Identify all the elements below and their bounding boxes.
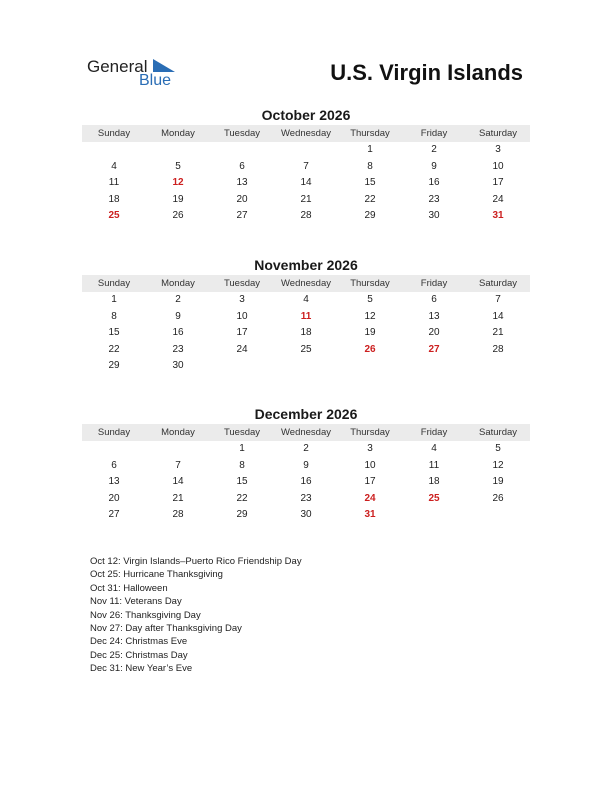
weekday-label: Saturday xyxy=(478,128,518,139)
empty-day-cell xyxy=(274,358,338,375)
logo-triangle-icon xyxy=(153,59,175,72)
weekday-label: Saturday xyxy=(478,427,518,438)
day-cell: 15 xyxy=(108,327,120,339)
day-cell: 8 xyxy=(111,310,117,322)
month-december xyxy=(82,405,530,524)
day-cell: 30 xyxy=(300,509,312,521)
day-cell: 13 xyxy=(428,310,440,322)
day-cell: 23 xyxy=(300,492,312,504)
weekday-label: Wednesday xyxy=(281,427,331,438)
day-cell: 3 xyxy=(239,294,245,305)
weekday-label: Monday xyxy=(161,278,195,289)
weekday-label: Thursday xyxy=(350,128,390,139)
day-cell: 18 xyxy=(428,476,440,488)
day-cell: 9 xyxy=(303,459,309,471)
empty-day-cell xyxy=(274,142,338,159)
day-cell: 2 xyxy=(175,294,181,305)
month-november xyxy=(82,256,530,375)
weekday-label: Friday xyxy=(420,427,448,438)
weekday-header xyxy=(82,424,530,441)
day-cell: 5 xyxy=(175,160,181,172)
day-cell: 3 xyxy=(495,144,501,155)
holiday-entry: Nov 26: Thanksgiving Day xyxy=(90,609,201,621)
day-cell: 18 xyxy=(108,193,120,205)
weekday-label: Friday xyxy=(420,278,448,289)
day-cell: 11 xyxy=(428,459,440,471)
weekday-label: Tuesday xyxy=(223,427,261,438)
day-cell: 7 xyxy=(175,459,181,471)
day-cell: 14 xyxy=(172,476,184,488)
day-cell: 20 xyxy=(428,327,440,339)
month-title: October 2026 xyxy=(261,107,351,123)
day-cell: 10 xyxy=(492,160,504,172)
day-cell: 8 xyxy=(367,160,373,172)
day-cell: 10 xyxy=(236,310,248,322)
holiday-entry: Oct 31: Halloween xyxy=(90,582,168,594)
day-cell: 5 xyxy=(495,443,501,454)
day-cell: 31 xyxy=(492,210,504,222)
day-cell: 30 xyxy=(428,210,440,222)
week-row xyxy=(82,142,530,159)
day-cell: 17 xyxy=(364,476,376,488)
day-cell: 5 xyxy=(367,294,373,305)
empty-day-cell xyxy=(402,507,466,524)
day-cell: 19 xyxy=(364,327,376,339)
week-row xyxy=(82,309,530,326)
day-cell: 25 xyxy=(300,343,312,355)
day-cell: 11 xyxy=(108,177,120,189)
day-cell: 26 xyxy=(492,492,504,504)
day-cell: 14 xyxy=(492,310,504,322)
week-row xyxy=(82,208,530,225)
day-cell: 29 xyxy=(108,360,120,372)
day-cell: 13 xyxy=(108,476,120,488)
day-cell: 4 xyxy=(431,443,437,454)
day-cell: 21 xyxy=(492,327,504,339)
day-cell: 9 xyxy=(175,310,181,322)
day-cell: 29 xyxy=(364,210,376,222)
weekday-label: Thursday xyxy=(350,427,390,438)
weekday-label: Tuesday xyxy=(223,278,261,289)
weekday-label: Tuesday xyxy=(223,128,261,139)
day-cell: 27 xyxy=(236,210,248,222)
empty-day-cell xyxy=(82,142,146,159)
day-cell: 2 xyxy=(431,144,437,155)
week-row xyxy=(82,192,530,209)
weekday-header xyxy=(82,275,530,292)
week-row xyxy=(82,474,530,491)
weekday-label: Thursday xyxy=(350,278,390,289)
holiday-entry: Dec 25: Christmas Day xyxy=(90,649,188,661)
week-row xyxy=(82,175,530,192)
holiday-entry: Nov 27: Day after Thanksgiving Day xyxy=(90,623,242,635)
day-cell: 28 xyxy=(172,509,184,521)
empty-day-cell xyxy=(210,142,274,159)
week-row xyxy=(82,325,530,342)
logo-word-general: General xyxy=(87,57,148,76)
day-cell: 24 xyxy=(236,343,248,355)
empty-day-cell xyxy=(146,142,210,159)
day-cell: 16 xyxy=(300,476,312,488)
weekday-label: Monday xyxy=(161,427,195,438)
day-cell: 24 xyxy=(364,492,376,504)
day-cell: 20 xyxy=(108,492,120,504)
day-cell: 3 xyxy=(367,443,373,454)
logo-word-blue: Blue xyxy=(139,72,172,89)
day-cell: 15 xyxy=(236,476,248,488)
day-cell: 1 xyxy=(111,294,117,305)
day-cell: 24 xyxy=(492,193,504,205)
day-cell: 23 xyxy=(428,193,440,205)
day-cell: 7 xyxy=(495,294,501,305)
weekday-label: Wednesday xyxy=(281,128,331,139)
day-cell: 13 xyxy=(236,177,248,189)
day-cell: 7 xyxy=(303,160,309,172)
day-cell: 6 xyxy=(431,294,437,305)
empty-day-cell xyxy=(210,358,274,375)
day-cell: 27 xyxy=(428,343,440,355)
day-cell: 25 xyxy=(428,492,440,504)
day-cell: 12 xyxy=(172,177,184,189)
day-cell: 4 xyxy=(111,160,117,172)
holiday-entry: Oct 25: Hurricane Thanksgiving xyxy=(90,569,223,581)
day-cell: 23 xyxy=(172,343,184,355)
week-row xyxy=(82,441,530,458)
day-cell: 27 xyxy=(108,509,120,521)
day-cell: 16 xyxy=(428,177,440,189)
week-row xyxy=(82,292,530,309)
day-cell: 28 xyxy=(492,343,504,355)
week-row xyxy=(82,342,530,359)
day-cell: 25 xyxy=(108,210,120,222)
day-cell: 22 xyxy=(108,343,120,355)
week-row xyxy=(82,159,530,176)
empty-day-cell xyxy=(82,441,146,458)
day-cell: 10 xyxy=(364,459,376,471)
weekday-label: Friday xyxy=(420,128,448,139)
day-cell: 1 xyxy=(367,144,373,155)
day-cell: 17 xyxy=(492,177,504,189)
day-cell: 1 xyxy=(239,443,245,454)
day-cell: 16 xyxy=(172,327,184,339)
day-cell: 21 xyxy=(300,193,312,205)
week-row xyxy=(82,458,530,475)
day-cell: 4 xyxy=(303,294,309,305)
holiday-entry: Nov 11: Veterans Day xyxy=(90,596,182,608)
day-cell: 22 xyxy=(236,492,248,504)
day-cell: 22 xyxy=(364,193,376,205)
day-cell: 6 xyxy=(239,160,245,172)
holiday-list xyxy=(90,555,302,676)
weekday-label: Saturday xyxy=(478,278,518,289)
day-cell: 2 xyxy=(303,443,309,454)
week-row xyxy=(82,491,530,508)
day-cell: 26 xyxy=(364,343,376,355)
weekday-label: Wednesday xyxy=(281,278,331,289)
day-cell: 26 xyxy=(172,210,184,222)
holiday-entry: Dec 24: Christmas Eve xyxy=(90,636,188,648)
day-cell: 14 xyxy=(300,177,312,189)
day-cell: 15 xyxy=(364,177,376,189)
day-cell: 20 xyxy=(236,193,248,205)
day-cell: 30 xyxy=(172,360,184,372)
month-title: November 2026 xyxy=(254,257,358,273)
empty-day-cell xyxy=(402,358,466,375)
day-cell: 11 xyxy=(300,310,312,322)
empty-day-cell xyxy=(466,358,530,375)
day-cell: 29 xyxy=(236,509,248,521)
month-october xyxy=(82,106,530,225)
empty-day-cell xyxy=(338,358,402,375)
day-cell: 17 xyxy=(236,327,248,339)
day-cell: 21 xyxy=(172,492,184,504)
empty-day-cell xyxy=(146,441,210,458)
day-cell: 9 xyxy=(431,160,437,172)
weekday-label: Monday xyxy=(161,128,195,139)
weekday-label: Sunday xyxy=(97,128,131,139)
day-cell: 12 xyxy=(364,310,376,322)
weekday-label: Sunday xyxy=(97,427,131,438)
week-row xyxy=(82,358,530,375)
month-title: December 2026 xyxy=(254,406,358,422)
weekday-label: Sunday xyxy=(97,278,131,289)
logo xyxy=(87,57,187,93)
week-row xyxy=(82,507,530,524)
weekday-header xyxy=(82,125,530,142)
day-cell: 6 xyxy=(111,459,117,471)
day-cell: 8 xyxy=(239,459,245,471)
day-cell: 19 xyxy=(172,193,184,205)
empty-day-cell xyxy=(466,507,530,524)
day-cell: 18 xyxy=(300,327,312,339)
day-cell: 28 xyxy=(300,210,312,222)
holiday-entry: Dec 31: New Year’s Eve xyxy=(90,663,193,675)
day-cell: 12 xyxy=(492,459,504,471)
day-cell: 19 xyxy=(492,476,504,488)
holiday-entry: Oct 12: Virgin Islands–Puerto Rico Friendship Day xyxy=(90,556,302,567)
page-title: U.S. Virgin Islands xyxy=(330,60,523,85)
day-cell: 31 xyxy=(364,509,376,521)
